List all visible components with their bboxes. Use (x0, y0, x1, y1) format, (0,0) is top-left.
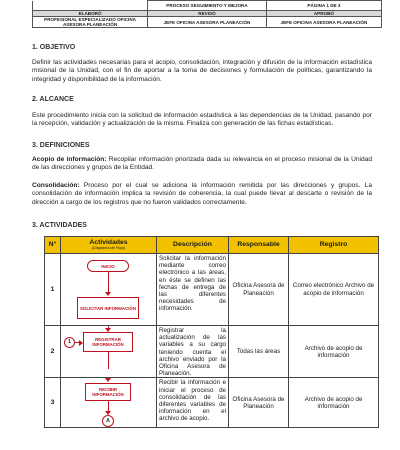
flow-inicio: INICIO (87, 260, 129, 272)
table-row (45, 254, 379, 326)
definition-consolidacion-term: Consolidación: (32, 182, 80, 189)
reviso-value: JEFE OFICINA ASESORA PLANEACIÓN (148, 17, 267, 28)
definition-acopio (32, 156, 372, 173)
process-name: PROCESO SEGUIMIENTO Y MEJORA (148, 1, 267, 11)
row-number: 2 (45, 326, 61, 378)
table-row (45, 378, 379, 428)
activities-table (44, 236, 379, 428)
header-num: N° (45, 237, 61, 254)
row-number: 1 (45, 254, 61, 326)
row-record: Correo electrónico Archivo de acopio de información (289, 254, 379, 326)
header-descripcion: Descripción (157, 237, 229, 254)
definition-acopio-text: Recopilar información priorizada dada su relevancia en el proceso misional de la Unidad de las direcciones y grupos de la Entidad. (32, 156, 372, 172)
flow-step-solicitar: SOLICITAR INFORMACIÓN (77, 297, 139, 319)
page-indicator: PÁGINA 1 DE 3 (266, 1, 381, 11)
header-registro: Registro (289, 237, 379, 254)
row-description: Recibir la información e iniciar el proceso de consolidación de las diferentes variables de información en el archivo de acopio. (157, 378, 229, 428)
table-row (45, 326, 379, 378)
header-responsable: Responsable (229, 237, 289, 254)
row-record: Archivo de acopio de información (289, 326, 379, 378)
table-header-row (45, 237, 379, 254)
row-responsible: Oficina Asesora de Planeación (229, 254, 289, 326)
section-definiciones-title: 3. DEFINICIONES (32, 142, 90, 149)
elaboro-value: PROFESIONAL ESPECIALIZADO OFICINA ASESORA PLANEACIÓN (33, 17, 148, 28)
section-objetivo-title: 1. OBJETIVO (32, 44, 76, 51)
flow-step-recibir: RECIBIR INFORMACIÓN (85, 383, 131, 401)
section-alcance-text: Este procedimiento inicia con la solicitud de información estadística a las dependencias de la Unidad, pasando por la recepción, validación y actualización de la misma. Finaliza con generación de las fichas estadísticas. (32, 112, 372, 128)
header-actividades (61, 237, 157, 254)
col-reviso: REVISÓ (148, 11, 267, 17)
row-description: Solicitar la información mediante correo electrónico a las áreas, en éste se definen las fechas de entrega de las diferentes necesidades de información. (157, 254, 229, 326)
row-responsible: Oficina Asesora de Planeación (229, 378, 289, 428)
row-description: Registrar la actualización de las variables a su cargo teniendo cuenta el archivo enviado por la Oficina Asesora de Planeación. (157, 326, 229, 378)
col-elaboro: ELABORÓ (33, 11, 148, 17)
section-objetivo-text: Definir las actividades necesarias para el acopio, consolidación, integración y difusión de la información estadística misional de la Unidad, con el fin de aportar a la toma de decisiones y formulación de políticas, garantizando la integridad y disponibilidad de la información. (32, 59, 372, 83)
document-header (32, 0, 382, 28)
row-number: 3 (45, 378, 61, 428)
section-actividades-title: 3. ACTIVIDADES (32, 222, 87, 229)
definition-consolidacion-text: Proceso por el cual se adiciona la información remitida por las direcciones y grupos. La consolidación de información implica la revisión de coherencia, la cual puede llevar al descarte o revisión de la dirección a cargo de los registros que no fueron validados correctamente. (32, 182, 372, 206)
definition-consolidacion (32, 182, 372, 207)
flow-connector-1: 1 (64, 337, 75, 348)
row-responsible: Todas las áreas (229, 326, 289, 378)
flow-cell-1 (61, 254, 157, 326)
definition-acopio-term: Acopio de información: (32, 156, 107, 163)
flow-connector-a: A (102, 415, 114, 427)
section-alcance-title: 2. ALCANCE (32, 96, 74, 103)
flow-arrowhead-1 (105, 292, 111, 296)
flow-step-registrar: REGISTRAR INFORMACIÓN (83, 332, 133, 352)
col-aprobo: APROBÓ (266, 11, 381, 17)
header-blank (33, 1, 148, 11)
flow-cell-3 (61, 378, 157, 428)
row-record: Archivo de acopio de información (289, 378, 379, 428)
flow-arrow-1 (108, 272, 109, 294)
header-actividades-sub: (Diagrama de Flujo) (91, 246, 126, 251)
aprobo-value: JEFE OFICINA ASESORA PLANEACIÓN (266, 17, 381, 28)
flow-arrow-3 (108, 352, 109, 369)
flow-cell-2 (61, 326, 157, 378)
header-actividades-label: Actividades (89, 238, 128, 246)
flow-arrowhead-3 (105, 378, 111, 382)
